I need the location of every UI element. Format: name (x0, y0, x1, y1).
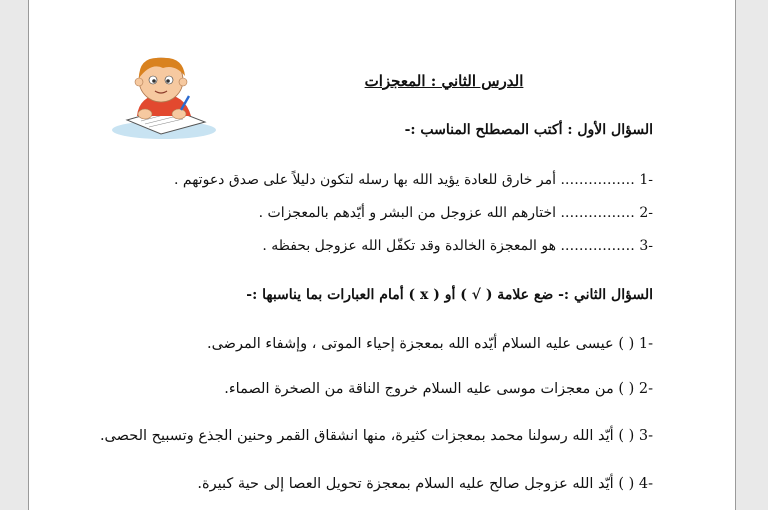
answer-mark-box: ( ) (618, 476, 635, 492)
answer-blank: ……………. (560, 205, 635, 221)
answer-mark-box: ( ) (618, 336, 635, 352)
section1-item-1 (174, 172, 653, 188)
answer-mark-box: ( ) (618, 428, 635, 444)
answer-blank: ……………. (560, 172, 635, 188)
item-number: 2- (639, 205, 653, 221)
item-number: 4- (638, 476, 653, 492)
item-number: 1- (639, 172, 653, 188)
section2-item-4 (197, 476, 653, 492)
section1-item-2 (259, 205, 653, 221)
item-text: أيّد الله رسولنا محمد بمعجزات كثيرة، منها انشقاق القمر وحنين الجذع وتسبيح الحصى. (99, 428, 614, 444)
answer-mark-box: ( ) (618, 381, 635, 397)
item-text: عيسى عليه السلام أيّده الله بمعجزة إحياء الموتى ، وإشفاء المرضى. (206, 336, 614, 352)
item-text: أمر خارق للعادة يؤيد الله بها رسله لتكون دليلاً على صدق دعوتهم . (174, 172, 556, 188)
section2-item-2 (224, 381, 653, 397)
section2-item-1 (207, 336, 653, 352)
item-text: هو المعجزة الخالدة وقد تكفّل الله عزوجل بحفظه . (262, 238, 556, 254)
item-text: اختارهم الله عزوجل من البشر و أيّدهم بالمعجزات . (258, 205, 556, 221)
item-text: من معجزات موسى عليه السلام خروج الناقة من الصخرة الصماء. (224, 381, 614, 397)
worksheet-page (28, 0, 736, 510)
section2-item-3 (100, 428, 653, 444)
section1-item-3 (262, 238, 653, 254)
item-number: 3- (639, 238, 653, 254)
section1-heading: السؤال الأول : أكتب المصطلح المناسب :- (404, 122, 653, 138)
item-number: 2- (638, 381, 653, 397)
section2-heading: السؤال الثاني :- ضع علامة ( √ ) أو ( x ) أمام العبارات بما يناسبها :- (246, 287, 653, 303)
item-text: أيّد الله عزوجل صالح عليه السلام بمعجزة تحويل العصا إلى حية كبيرة. (197, 476, 614, 492)
item-number: 3- (638, 428, 653, 444)
child-writing-illustration (109, 50, 219, 140)
item-number: 1- (638, 336, 653, 352)
answer-blank: ……………. (560, 238, 635, 254)
lesson-title: الدرس الثاني : المعجزات (364, 72, 524, 90)
